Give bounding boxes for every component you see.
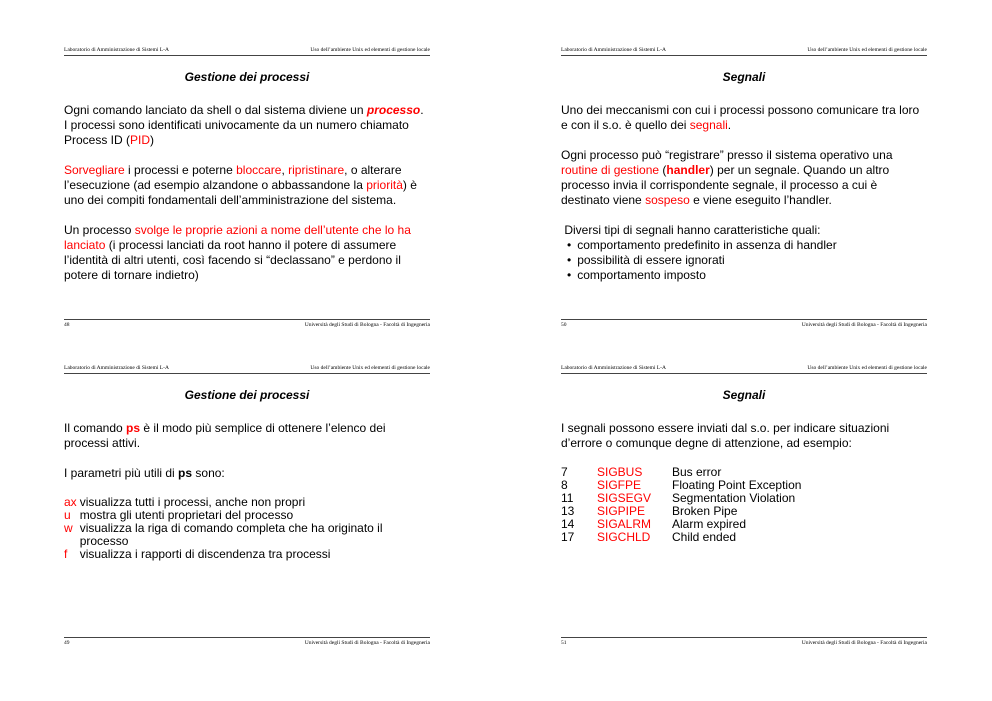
header-right: Uso dell’ambiente Unix ed elementi di gestione locale [807,365,927,371]
list-item: • possibilità di essere ignorati [567,253,927,268]
header-left: Laboratorio di Amministrazione di Sistemi L-A [64,47,169,53]
slide-49 [64,362,430,662]
slide-body [561,421,927,544]
signal-desc: Bus error [672,465,722,479]
page-number: 51 [561,640,567,646]
header-left: Laboratorio di Amministrazione di Sistemi L-A [64,365,169,371]
list-item: • comportamento predefinito in assenza di handler [567,238,927,253]
slide-title: Segnali [722,70,766,84]
slide-title: Gestione dei processi [184,70,310,84]
signal-name: SIGPIPE [597,504,646,518]
slide-header [64,362,430,374]
signal-name: SIGALRM [597,517,652,531]
list-item: • comportamento imposto [567,268,927,283]
signal-desc: Child ended [672,530,737,544]
slide-header [64,44,430,56]
table-row [561,531,801,544]
signal-desc: Alarm expired [672,517,747,531]
slide-body [561,103,927,283]
table-row [64,522,430,548]
slide-footer [561,637,927,649]
slide-header [561,44,927,56]
slide-body [64,421,430,561]
header-right: Uso dell’ambiente Unix ed elementi di gestione locale [310,365,430,371]
param-key: w [64,521,73,535]
signal-number: 13 [561,504,575,518]
slide-48 [64,44,430,344]
signal-number: 8 [561,478,568,492]
paragraph: Un processo svolge le proprie azioni a nome dell’utente che lo ha lanciato (i processi lanciati da root hanno il potere di assumere l’identità di altri utenti, così facendo si “declassano” e perdono il potere di tornare indietro) [64,223,411,282]
signal-number: 7 [561,465,568,479]
signal-name: SIGSEGV [597,491,652,505]
header-left: Laboratorio di Amministrazione di Sistemi L-A [561,365,666,371]
paragraph: I segnali possono essere inviati dal s.o. per indicare situazioni d’errore o comunque degne di attenzione, ad esempio: [561,421,890,450]
slide-50 [561,44,927,344]
param-desc: visualizza tutti i processi, anche non propri [79,495,306,509]
paragraph: Il comando ps è il modo più semplice di ottenere l’elenco dei processi attivi. [64,421,386,450]
bullet-list [561,238,927,283]
param-desc: mostra gli utenti proprietari del processo [79,508,294,522]
paragraph: Diversi tipi di segnali hanno caratteristiche quali: [561,223,821,237]
header-left: Laboratorio di Amministrazione di Sistemi L-A [561,47,666,53]
signal-number: 17 [561,530,575,544]
slide-footer [64,319,430,331]
slide-footer [561,319,927,331]
slide-title: Segnali [722,388,766,402]
paragraph: Ogni processo può “registrare” presso il sistema operativo una routine di gestione (handler) per un segnale. Quando un altro processo invia il corrispondente segnale, il processo a cui è destinato viene sospeso e viene eseguito l’handler. [561,148,893,207]
footer-right: Università degli Studi di Bologna - Facoltà di Ingegneria [801,322,927,328]
slide-body [64,103,430,298]
signal-name: SIGBUS [597,465,643,479]
param-key: f [64,547,68,561]
slide-footer [64,637,430,649]
signal-desc: Floating Point Exception [672,478,802,492]
signals-table [561,466,801,544]
header-right: Uso dell’ambiente Unix ed elementi di gestione locale [807,47,927,53]
slide-51 [561,362,927,662]
footer-right: Università degli Studi di Bologna - Facoltà di Ingegneria [304,322,430,328]
paragraph: Sorvegliare i processi e poterne bloccare, ripristinare, o alterare l’esecuzione (ad esempio alzandone o abbassandone la priorità) è uno dei compiti fondamentali dell’amministrazione del sistema. [64,163,417,207]
paragraph: Uno dei meccanismi con cui i processi possono comunicare tra loro e con il s.o. è quello dei segnali. [561,103,920,132]
footer-right: Università degli Studi di Bologna - Facoltà di Ingegneria [304,640,430,646]
ps-params-table [64,496,430,561]
param-desc: visualizza i rapporti di discendenza tra processi [79,547,331,561]
signal-number: 11 [561,491,574,505]
header-right: Uso dell’ambiente Unix ed elementi di gestione locale [310,47,430,53]
table-row [64,548,430,561]
page-number: 48 [64,322,70,328]
paragraph: I parametri più utili di ps sono: [64,466,225,480]
page-number: 50 [561,322,567,328]
signal-name: SIGFPE [597,478,642,492]
slide-header [561,362,927,374]
slide-title: Gestione dei processi [184,388,310,402]
signal-number: 14 [561,517,575,531]
param-key: u [64,508,71,522]
signal-desc: Broken Pipe [672,504,738,518]
page-number: 49 [64,640,70,646]
signal-name: SIGCHLD [597,530,651,544]
paragraph: Ogni comando lanciato da shell o dal sistema diviene un processo. I processi sono identificati univocamente da un numero chiamato Process ID (PID) [64,103,424,147]
footer-right: Università degli Studi di Bologna - Facoltà di Ingegneria [801,640,927,646]
param-key: ax [64,495,77,509]
signal-desc: Segmentation Violation [672,491,796,505]
param-desc: visualizza la riga di comando completa che ha originato il processo [79,521,383,548]
